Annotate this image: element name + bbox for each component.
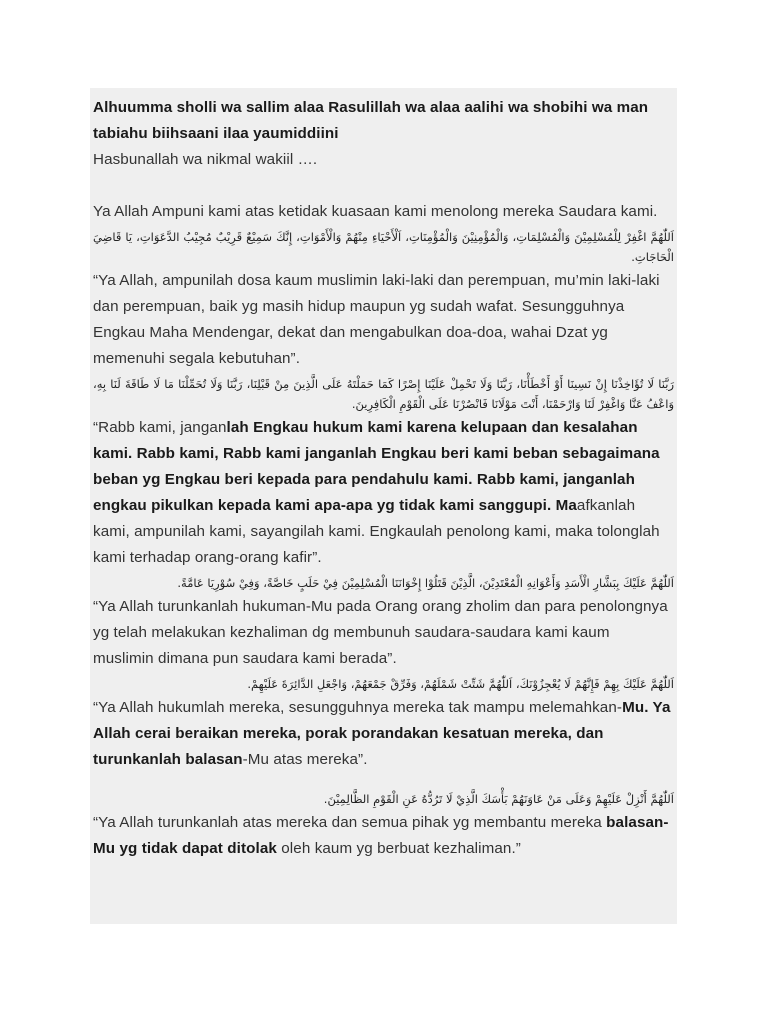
doa-5-translation: “Ya Allah turunkanlah atas mereka dan semua pihak yg membantu mereka balasan-Mu yg tidak dapat ditolak oleh kaum yg berbuat kezhaliman.” (93, 814, 669, 857)
intro-paragraph: Ya Allah Ampuni kami atas ketidak kuasaan kami menolong mereka Saudara kami. (93, 203, 658, 220)
doa-4-translation: “Ya Allah hukumlah mereka, sesungguhnya mereka tak mampu melemahkan-Mu. Ya Allah cerai beraikan mereka, porak porandakan kesatuan mereka, dan turunkanlah balasan-Mu atas mereka”. (93, 699, 671, 768)
doa-1-arabic: اَللّٰهُمَّ اغْفِرْ لِلْمُسْلِمِيْنَ وَالْمُسْلِمَاتِ، وَالْمُؤْمِنِيْنَ وَالْمُؤْمِنَاتِ، اَلْأَحْيَاءِ مِنْهُمْ وَالْأَمْوَاتِ، إِنَّكَ سَمِيْعٌ قَرِيْبٌ مُجِيْبُ الدَّعَوَاتِ، يَا قَاضِيَ الْحَاجَاتِ. (93, 230, 674, 264)
doa-3-arabic: اَللّٰهُمَّ عَلَيْكَ بِبَشَّارِ الْأَسَدِ وَأَعْوَانِهِ الْمُعْتَدِيْنَ، الَّذِيْنَ قَتَلُوْا إِخْوَانَنَا الْمُسْلِمِيْنَ فِيْ حَلَبٍ خَاصَّةً، وَفِيْ سُوْرِيَا عَامَّةً. (177, 576, 674, 590)
doa-1-translation: “Ya Allah, ampunilah dosa kaum muslimin laki-laki dan perempuan, mu’min laki-laki dan perempuan, baik yg masih hidup maupun yg sudah wafat. Sesungguhnya Engkau Maha Mendengar, dekat dan mengabulkan doa-doa, wahai Dzat yg memenuhi segala kebutuhan”. (93, 272, 660, 367)
paragraph-gap (93, 773, 674, 787)
doa-3-translation: “Ya Allah turunkanlah hukuman-Mu pada Orang orang zholim dan para penolongnya yg telah melakukan kezhaliman dg membunuh saudara-saudara kami kaum muslimin dimana pun saudara kami berada”. (93, 598, 668, 667)
opening-line-1: Alhuumma sholli wa sallim alaa Rasulillah wa alaa aalihi wa shobihi wa man tabiahu biihsaani ilaa yaumiddiini (93, 99, 649, 142)
doa-5-arabic: اَللّٰهُمَّ أَنْزِلْ عَلَيْهِمْ وَعَلَى مَنْ عَاوَنَهُمْ بَأْسَكَ الَّذِيْ لَا تَرُدُّهُ عَنِ الْقَوْمِ الظَّالِمِيْنَ. (323, 792, 674, 806)
paragraph-gap (93, 173, 674, 199)
doa-text-block (90, 88, 677, 924)
doa-2-arabic: رَبَّنَا لَا تُؤَاخِذْنَا إِنْ نَسِينَا أَوْ أَخْطَأْنَا، رَبَّنَا وَلَا تَحْمِلْ عَلَيْنَا إِصْرًا كَمَا حَمَلْتَهُ عَلَى الَّذِينَ مِنْ قَبْلِنَا، رَبَّنَا وَلَا تُحَمِّلْنَا مَا لَا طَاقَةَ لَنَا بِهِ، وَاعْفُ عَنَّا وَاغْفِرْ لَنَا وَارْحَمْنَا، أَنْتَ مَوْلَانَا فَانْصُرْنَا عَلَى الْقَوْمِ الْكَافِرِينَ. (93, 377, 674, 411)
doa-4-arabic: اَللّٰهُمَّ عَلَيْكَ بِهِمْ فَإِنَّهُمْ لَا يُعْجِزُوْنَكَ، اَللّٰهُمَّ شَتِّتْ شَمْلَهُمْ، وَفَرِّقْ جَمْعَهُمْ، وَاجْعَلِ الدَّائِرَةَ عَلَيْهِمْ. (247, 677, 674, 691)
opening-line-2: Hasbunallah wa nikmal wakiil …. (93, 151, 318, 168)
doa-2-translation: “Rabb kami, janganlah Engkau hukum kami karena kelupaan dan kesalahan kami. Rabb kami, Rabb kami janganlah Engkau beri kami beban sebagaimana beban yg Engkau beri kepada para pendahulu kami. Rabb kami, janganlah engkau pikulkan kepada kami apa-apa yg tidak kami sanggupi. Maafkanlah kami, ampunilah kami, sayangilah kami. Engkaulah penolong kami, maka tolonglah kami terhadap orang-orang kafir”. (93, 419, 660, 566)
